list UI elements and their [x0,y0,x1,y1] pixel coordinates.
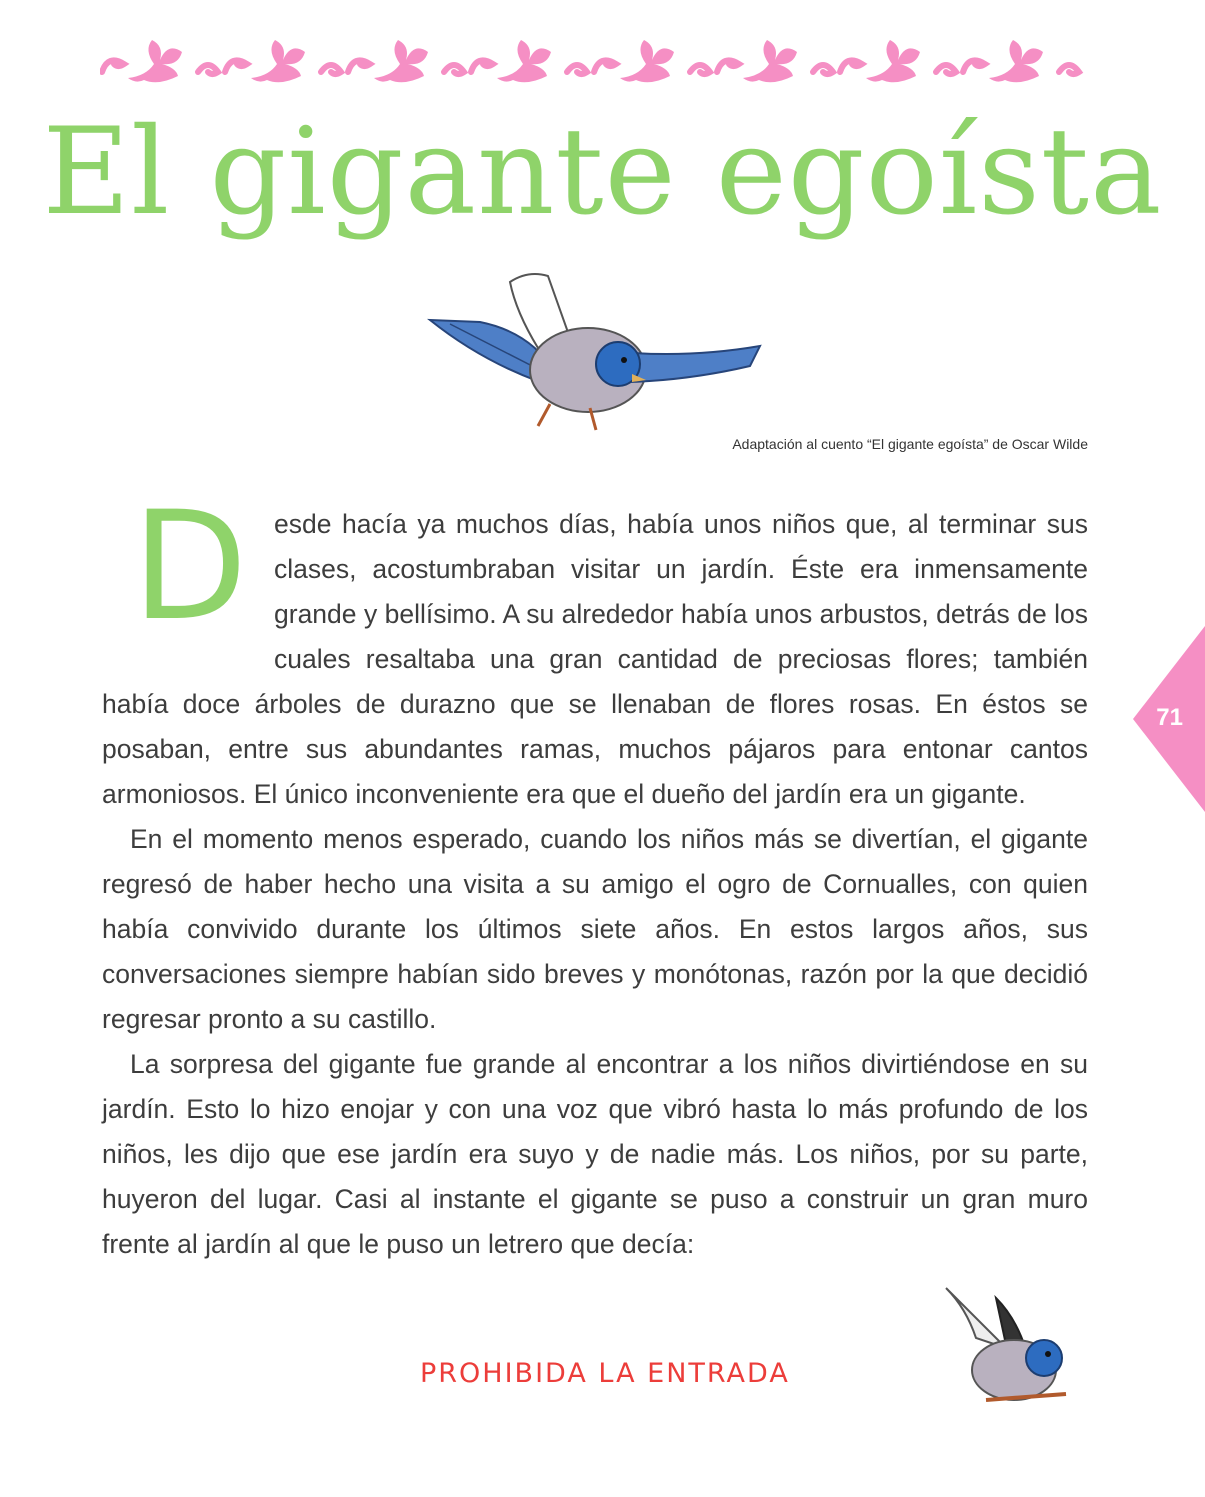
story-text [102,480,1088,1267]
drop-cap: D [132,480,248,654]
story-paragraph-1 [102,480,1088,817]
story-paragraph-3: La sorpresa del gigante fue grande al encontrar a los niños divirtiéndose en su jardín. Esto lo hizo enojar y con una voz que vibró hasta lo más profundo de los niños, les dijo que ese jardín era suyo y de nadie más. Los niños, por su parte, huyeron del lugar. Casi al instante el gigante se puso a construir un gran muro frente al jardín al que le puso un letrero que decía: [102,1049,1088,1259]
flying-bird-illustration [420,262,765,437]
perched-bird-illustration [936,1278,1076,1418]
sign-text: PROHIBIDA LA ENTRADA [420,1358,790,1389]
floral-ornament-border [100,28,1090,88]
page-number: 71 [1156,704,1183,731]
page-title: El gigante egoísta [42,103,1163,242]
paragraph-1-text: esde hacía ya muchos días, había unos niños que, al terminar sus clases, acostumbraban visitar un jardín. Éste era inmensamente grande y bellísimo. A su alrededor había unos arbustos, detrás de los cuales resaltaba una gran cantidad de preciosas flores; también había doce árboles de durazno que se llenaban de flores rosas. En éstos se posaban, entre sus abundantes ramas, muchos pájaros para entonar cantos armoniosos. El único inconveniente era que el dueño del jardín era un gigante. [102,509,1088,809]
story-paragraph-2: En el momento menos esperado, cuando los niños más se divertían, el gigante regresó de haber hecho una visita a su amigo el ogro de Cornualles, con quien había convivido durante los últimos siete años. En estos largos años, sus conversaciones siempre habían sido breves y monótonas, razón por la que decidió regresar pronto a su castillo. [102,824,1088,1034]
attribution-caption: Adaptación al cuento “El gigante egoísta” de Oscar Wilde [732,436,1088,452]
